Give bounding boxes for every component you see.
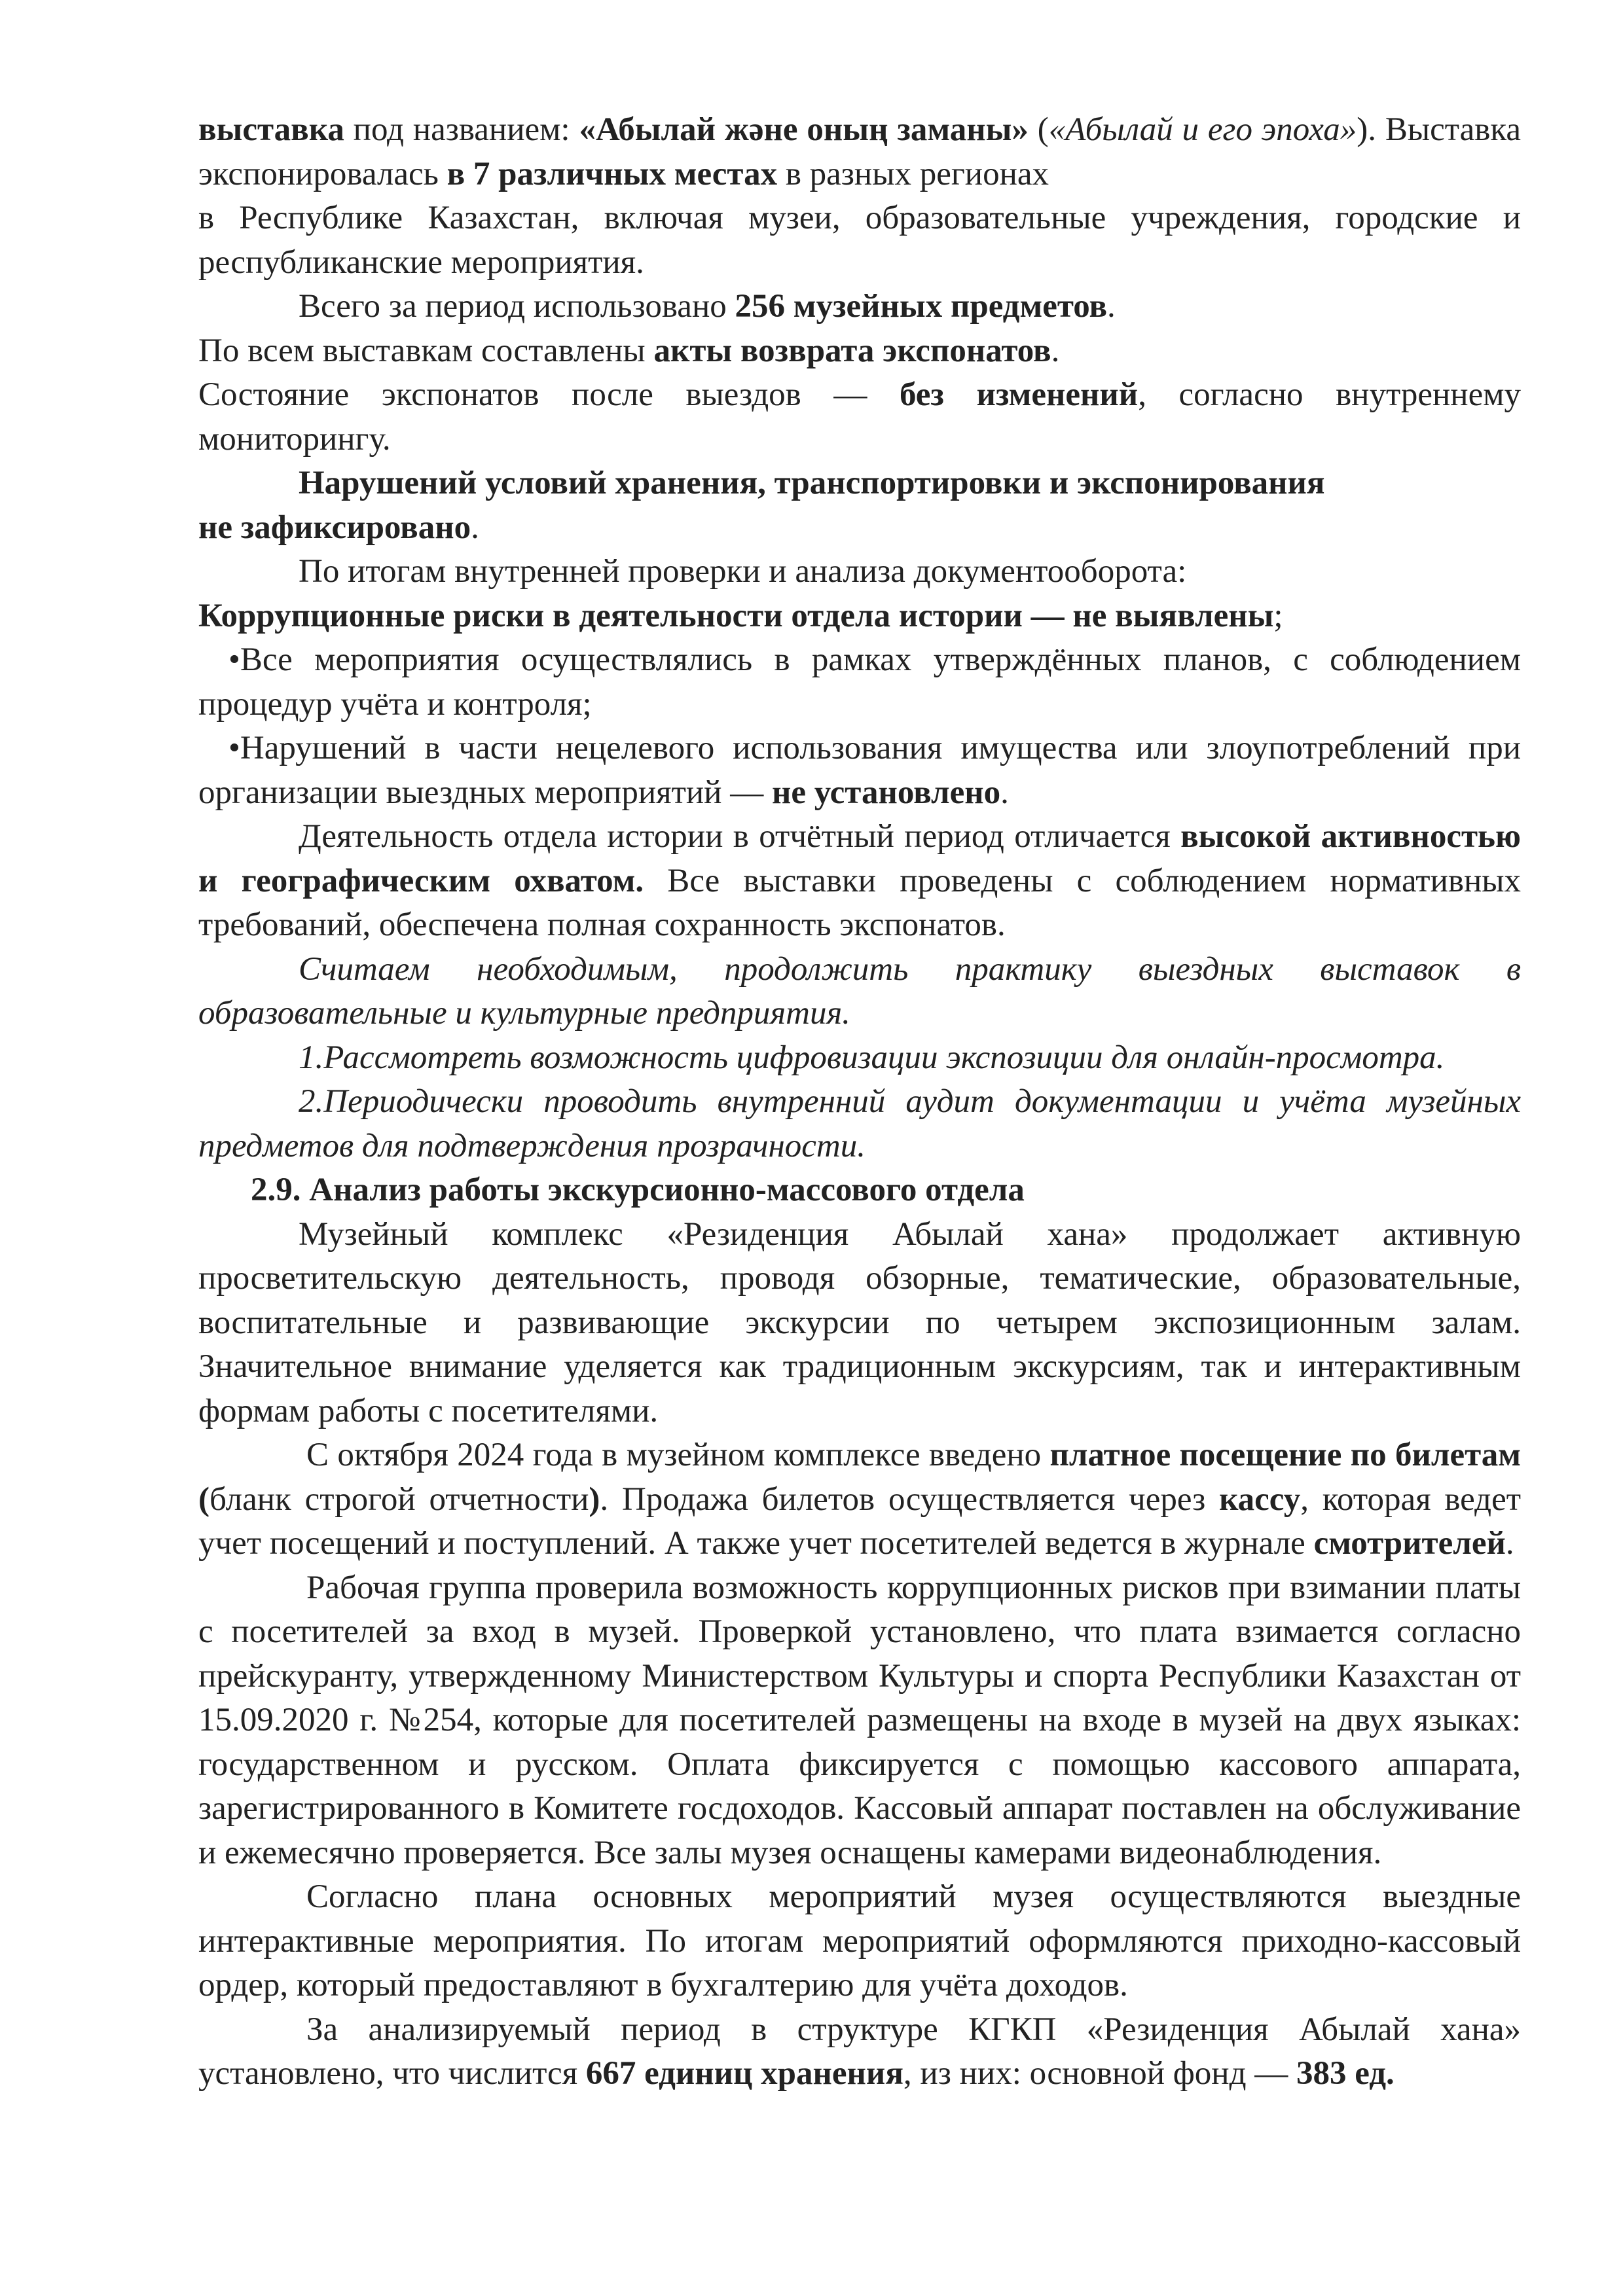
- paragraph-recommendation: Считаем необходимым, продолжить практику выездных выставок в образовательные и культурные предприятия.: [198, 950, 1521, 1031]
- paragraph-paid-visits: С октября 2024 года в музейном комплексе введено платное посещение по билетам (бланк строгой отчетности). Продажа билетов осуществляется через кассу, которая ведет учет посещений и поступлений. А также учет посетителей ведется в журнале смотрителей.: [198, 1437, 1522, 1562]
- bullet-icon: •: [228, 730, 240, 766]
- cashdesk: кассу: [1219, 1480, 1301, 1518]
- exhibition-word: выставка: [198, 111, 344, 148]
- paragraph-recommendation-1: 1.Рассмотреть возможность цифровизации экспозиции для онлайн-просмотра.: [299, 1039, 1445, 1076]
- activity-highlight: высокой активностью и географическим охватом.: [198, 818, 1521, 899]
- main-fund-count: 383 ед.: [1296, 2055, 1395, 2092]
- paragraph-department-activity: Деятельность отдела истории в отчётный период отличается высокой активностью и географическим охватом. Все выставки проведены с соблюдением нормативных требований, обеспечена полная сохранность экспонатов.: [198, 818, 1522, 943]
- document-body: [198, 108, 1521, 2096]
- not-established: не установлено: [771, 774, 1001, 811]
- exhibition-title-kz: «Абылай және оның заманы»: [579, 111, 1029, 148]
- storage-units-count: 667 единиц хранения: [585, 2055, 903, 2092]
- return-acts: акты возврата экспонатов: [653, 332, 1051, 369]
- paragraph-working-group: Рабочая группа проверила возможность коррупционных рисков при взимании платы с посетителей за вход в музей. Проверкой установлено, что плата взимается согласно прейскуранту, утвержденному Министерством Культуры и спорта Республики Казахстан от 15.09.2020 г. №254, которые для посетителей размещены на входе в музей на двух языках: государственном и русском. Оплата фиксируется с помощью кассового аппарата, зарегистрированного в Комитете госдоходов. Кассовый аппарат поставлен на обслуживание и ежемесячно проверяется. Все залы музея оснащены камерами видеонаблюдения.: [198, 1569, 1521, 1871]
- paragraph-items-used: Всего за период использовано 256 музейных предметов.: [299, 288, 1116, 325]
- section-heading: 2.9. Анализ работы экскурсионно-массового отдела: [251, 1172, 1025, 1208]
- bullet-item-plans: •Все мероприятия осуществлялись в рамках утверждённых планов, с соблюдением процедур учёта и контроля;: [198, 641, 1521, 723]
- exhibition-places: в 7 различных местах: [447, 155, 778, 192]
- paragraph-exhibition-intro: выставка под названием: «Абылай және оның заманы» («Абылай и его эпоха»). Выставка экспонировалась в 7 различных местах в разных регионах в Республике Казахстан, включая музеи, образовательные учреждения, городские и республиканские мероприятия.: [198, 111, 1522, 281]
- bullet-icon: •: [228, 641, 240, 678]
- paragraph-recommendation-2: 2.Периодически проводить внутренний аудит документации и учёта музейных предметов для подтверждения прозрачности.: [198, 1083, 1521, 1164]
- paragraph-storage-units: За анализируемый период в структуре КГКП «Резиденция Абылай хана» установлено, что числится 667 единиц хранения, из них: основной фонд — 383 ед.: [198, 2011, 1521, 2092]
- exhibition-title-ru: «Абылай и его эпоха»: [1048, 111, 1357, 148]
- paragraph-no-violations: Нарушений условий хранения, транспортировки и экспонирования не зафиксировано.: [198, 465, 1325, 546]
- paragraph-museum-complex: Музейный комплекс «Резиденция Абылай хана» продолжает активную просветительскую деятельность, проводя обзорные, тематические, образовательные, воспитательные и развивающие экскурсии по четырем экспозиционным залам. Значительное внимание уделяется как традиционным экскурсиям, так и интерактивным формам работы с посетителями.: [198, 1215, 1521, 1429]
- paragraph-return-acts: По всем выставкам составлены акты возврата экспонатов.: [198, 332, 1060, 369]
- paragraph-condition: Состояние экспонатов после выездов — без изменений, согласно внутреннему мониторингу.: [198, 376, 1521, 457]
- paragraph-internal-check: По итогам внутренней проверки и анализа документооборота:: [299, 553, 1187, 590]
- caretakers: смотрителей: [1313, 1525, 1506, 1562]
- items-used-count: 256 музейных предметов: [735, 288, 1107, 325]
- paragraph-corruption-risks: Коррупционные риски в деятельности отдела истории — не выявлены;: [198, 597, 1283, 634]
- paid-visits: платное посещение по билетам (: [198, 1437, 1522, 1518]
- bullet-item-violations: •Нарушений в части нецелевого использования имущества или злоупотреблений при организации выездных мероприятий — не установлено.: [198, 730, 1521, 811]
- condition-status: без изменений: [899, 376, 1139, 413]
- paragraph-outreach-events: Согласно плана основных мероприятий музея осуществляются выездные интерактивные мероприятия. По итогам мероприятий оформляются приходно-кассовый ордер, который предоставляют в бухгалтерию для учёта доходов.: [198, 1878, 1521, 2003]
- no-violations-status: не зафиксировано: [198, 509, 471, 546]
